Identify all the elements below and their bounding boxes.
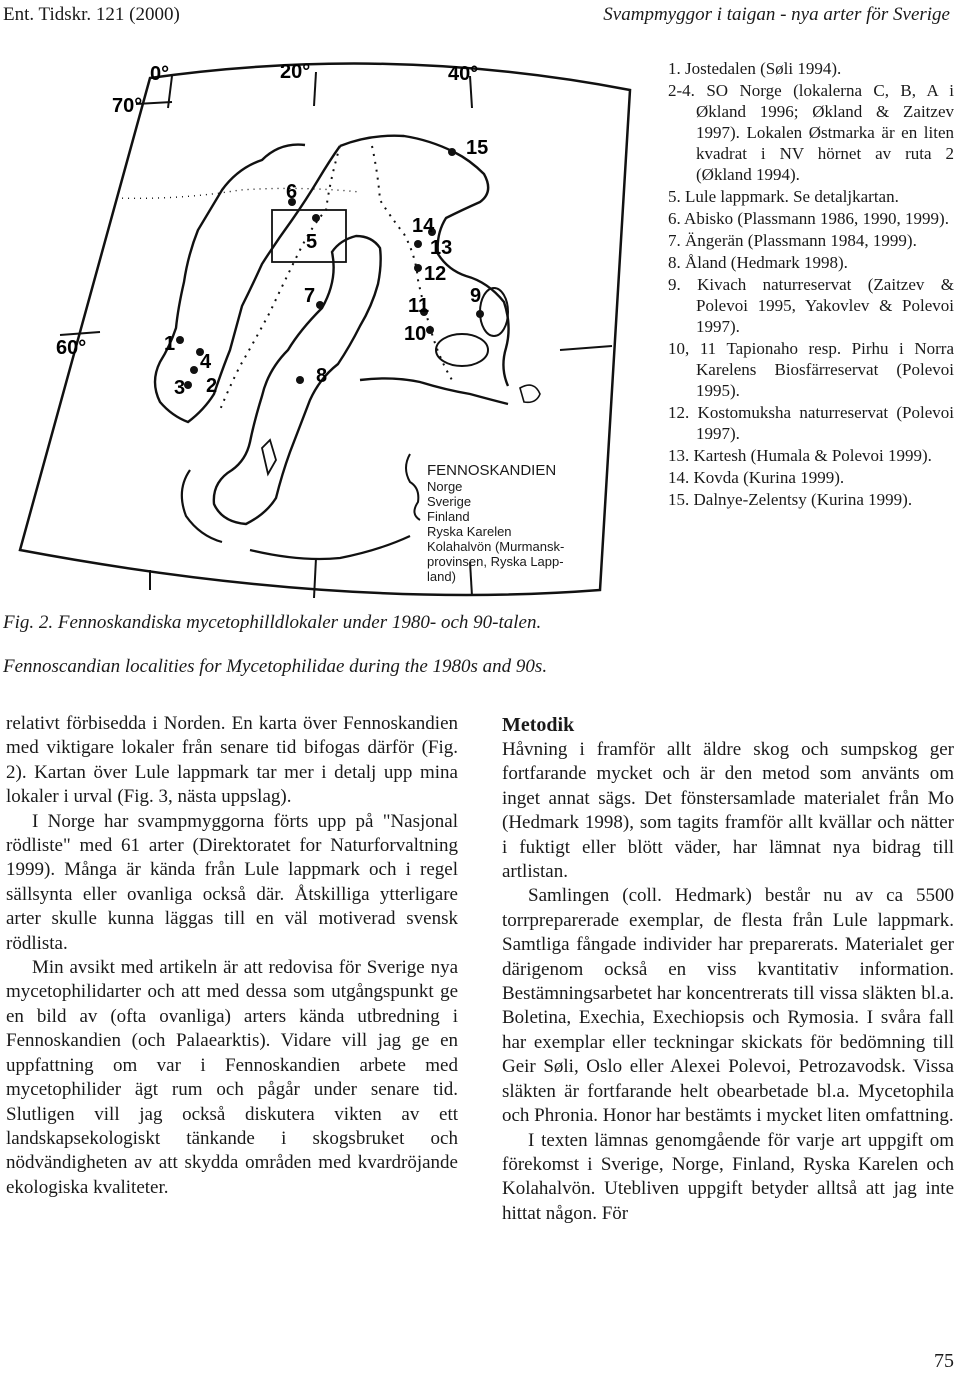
locality-item: 6. Abisko (Plassmann 1986, 1990, 1999). (668, 209, 949, 228)
site-marker-13 (414, 240, 422, 248)
locality-item: 14. Kovda (Kurina 1999). (668, 468, 845, 487)
map-figure (0, 50, 960, 610)
locality-item: 5. Lule lappmark. Se detaljkartan. (668, 187, 899, 206)
southern-baltic-coast (182, 470, 410, 559)
page-number: 75 (934, 1350, 954, 1372)
legend-item: land) (427, 569, 456, 584)
paragraph: I texten lämnas genomgående för varje art uppgift om förekomst i Sverige, Norge, Finland, Ryska Karelen och Kolahalvön. Utebliven uppgift betyder alltså att jag inte hittat någon. För (502, 1129, 954, 1224)
site-label-14: 14 (412, 215, 435, 237)
site-marker-15 (448, 148, 456, 156)
site-marker-8 (296, 376, 304, 384)
gulf-of-finland-coast (360, 378, 508, 404)
body-column-left (6, 712, 458, 1200)
site-label-13: 13 (430, 237, 453, 259)
legend-item: Sverige (427, 494, 472, 509)
kola-coast (340, 136, 509, 386)
site-marker-9 (476, 310, 484, 318)
site-label-9: 9 (470, 285, 482, 307)
locality-item: 13. Kartesh (Humala & Polevoi 1999). (668, 446, 932, 465)
locality-item: 8. Åland (Hedmark 1998). (668, 253, 848, 272)
site-label-7: 7 (304, 285, 316, 307)
section-heading-metodik: Metodik (502, 714, 575, 736)
site-label-6: 6 (286, 181, 298, 203)
lon-label-40: 40° (448, 63, 479, 85)
site-label-10: 10 (404, 323, 427, 345)
site-label-5: 5 (306, 231, 318, 253)
legend-outline-symbol (406, 454, 420, 520)
site-marker-7 (316, 301, 324, 309)
site-marker-10 (426, 326, 434, 334)
locality-item: 2-4. SO Norge (lokalerna C, B, A i Økland 1996; Økland & Zaitzev 1997). Lokalen Østmarka är en liten kvadrat i NV hörnet av ruta 2 (Økland 1994). (668, 81, 954, 184)
site-label-2: 2 (206, 375, 218, 397)
locality-list (668, 58, 954, 511)
legend-title: FENNOSKANDIEN (427, 462, 557, 479)
journal-citation: Ent. Tidskr. 121 (2000) (3, 4, 180, 25)
legend-item: Ryska Karelen (427, 524, 512, 539)
lon-label-20: 20° (280, 61, 311, 83)
legend-item: Kolahalvön (Murmansk- (427, 539, 565, 554)
lat-label-60: 60° (56, 337, 87, 359)
paragraph: Min avsikt med artikeln är att redovisa för Sverige nya mycetophilidarter och att med dessa som utgångspunkt ge en bild av (ofta ovanliga) arters kända utbredning i Fennoskandien (och Palaearktis). Vidare vill jag ge en uppfattning om var i Fennoskandien arbete med mycetophilider ägt rum och pågår under senare tid. Slutligen vill jag också diskutera vikten av ett landskapsekologiskt tänkande i skogsbruket och nödvändigheten av att skydda områden med kvardröjande ekologiska kvaliteter. (6, 957, 458, 1198)
paragraph: Håvning i framför allt äldre skog och sumpskog ger fortfarande mycket och är den metod som använts om inget annat sägs. Det fönstersamlade materialet från Mo (Hedmark 1998), som tagits framför allt kvällar och nätter i fuktigt eller blött väder, har lämnat nya bidrag till artlistan. (502, 739, 954, 883)
site-marker-3 (184, 381, 192, 389)
legend-item: provinsen, Ryska Lapp- (427, 554, 564, 569)
paragraph: I Norge har svampmyggorna förts upp på "Nasjonal rödliste" med 61 arter (Direktoratet for Naturforvaltning 1999). Många är kända från Lule lappmark och i regel sällsynta eller ovanliga också där. Åtskilliga ytterligare arter skulle kunna läggas till en väl motiverad svensk rödlista. (6, 810, 458, 954)
locality-item: 10, 11 Tapionaho resp. Pirhu i Norra Karelens Biosfärreservat (Polevoi 1995). (668, 339, 954, 400)
locality-item: 7. Ängerän (Plassmann 1984, 1999). (668, 231, 917, 250)
running-title: Svampmyggor i taigan - nya arter för Sverige (603, 4, 950, 25)
figure-caption-swedish: Fig. 2. Fennoskandiska mycetophilldlokaler under 1980- och 90-talen. (3, 612, 542, 633)
locality-item: 9. Kivach naturreservat (Zaitzev & Polevoi 1995, Yakovlev & Polevoi 1997). (668, 275, 954, 336)
meridian-20-bottom-tick (314, 558, 316, 598)
legend-item: Finland (427, 509, 470, 524)
site-label-3: 3 (174, 377, 186, 399)
site-marker-1 (176, 336, 184, 344)
site-label-15: 15 (466, 137, 489, 159)
lake-onega (480, 288, 508, 336)
site-marker-5 (312, 214, 320, 222)
lake-ladoga (436, 334, 488, 366)
legend-item: Norge (427, 479, 463, 494)
gotland-island (262, 440, 276, 474)
site-label-8: 8 (316, 365, 328, 387)
paragraph: Samlingen (coll. Hedmark) består nu av ca 5500 torrpreparerade exemplar, de flesta från Lule lappmark. Samtliga fångade individer har preparerats. Materialet ger därigenom också en viss kvantitativ information. Bestämningsarbetet har koncentrerats till vissa släkten bl.a. Boletina, Exechia, Exechiopsis och Rymosia. I svåra fall har exemplar eller teckningar skickats för bedömning till Geir Søli, Oslo eller Alexei Polevoi, Petrozavodsk. Vissa släkten är fortfarande helt obearbetade bl.a. Mycetophila och Phronia. Honor har bestämts i mycket liten omfattning. (502, 885, 954, 1127)
site-marker-2 (190, 366, 198, 374)
lat-label-70: 70° (112, 95, 143, 117)
figure-caption-english: Fennoscandian localities for Mycetophilidae during the 1980s and 90s. (3, 656, 548, 677)
site-label-12: 12 (424, 263, 447, 285)
parallel-60-right-tick (560, 346, 612, 350)
white-sea-inset-symbol (520, 385, 540, 402)
lon-label-0: 0° (150, 63, 170, 85)
paragraph: relativt förbisedda i Norden. En karta över Fennoskandien med viktigare lokaler från senare tid bifogas därför (Fig. 2). Kartan över Lule lappmark tar mer i detalj upp mina lokaler i urval (Fig. 3, nästa uppslag). (6, 713, 458, 808)
locality-item: 1. Jostedalen (Søli 1994). (668, 59, 842, 78)
map-legend (427, 463, 597, 584)
site-marker-12 (414, 264, 422, 272)
body-column-right (502, 712, 954, 1226)
locality-item: 12. Kostomuksha naturreservat (Polevoi 1997). (668, 403, 954, 443)
arctic-circle (116, 188, 360, 198)
site-label-11: 11 (408, 295, 430, 317)
site-label-4: 4 (200, 351, 212, 373)
meridian-20-tick (314, 72, 316, 106)
site-label-1: 1 (164, 333, 176, 355)
locality-item: 15. Dalnye-Zelentsy (Kurina 1999). (668, 490, 913, 509)
